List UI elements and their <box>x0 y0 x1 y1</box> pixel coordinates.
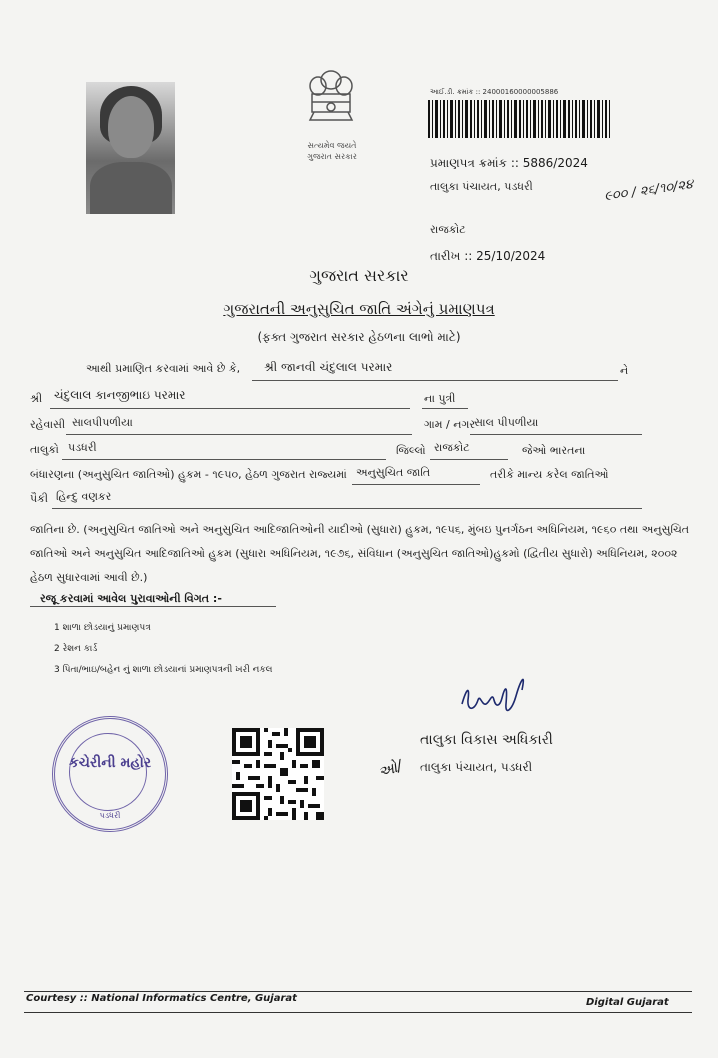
header-office: તાલુકા પંચાયત, પડધરી <box>430 180 533 193</box>
legal-paragraph: જાતિના છે. (અનુસુચિત જાતિઓ અને અનુસુચિત આદિજાતિઓની યાદીઓ (સુધારા) હુકમ, ૧૯૫૬, મુંબઇ પુનર્ગઠન અધિનિયમ, ૧૯૬૦ તથા અનુસુચિત જાતિઓ અને અનુસુચિત આદિજાતિઓ હુકમ (સુધારા અધિનિયમ, ૧૯૭૬, સંવિધાન (અનુસુચિત જાતિઓ)હુકમો (દ્વિતીય સુધારો) અધિનિયમ, ૨૦૦૨ હેઠળ સુધારવામાં આવી છે.) <box>30 523 690 584</box>
caste-value: હિન્દુ વણકર <box>56 490 112 503</box>
certificate-no-label: પ્રમાણપત્ર ક્રમાંક :: <box>430 156 519 170</box>
district-value: રાજકોટ <box>434 441 470 454</box>
evidence-item: 2 રેશન કાર્ડ <box>54 644 98 654</box>
relation-text: ના પુત્રી <box>424 392 456 405</box>
qr-code <box>232 728 324 820</box>
certificate-no: 5886/2024 <box>522 156 588 170</box>
applicant-name: શ્રી જાનવી ચંદુલાલ પરમાર <box>264 360 393 374</box>
handwritten-note: ૯૦૦ / ૨૬/૧૦/૨૪ <box>603 177 695 205</box>
evidence-item: 3 પિતા/ભાઇ/બહેન નું શાળા છોડયાનાં પ્રમાણપત્રની ખરી નકલ <box>54 665 273 675</box>
office-seal <box>52 716 168 832</box>
footer-brand: Digital Gujarat <box>586 997 669 1008</box>
resident-label: રહેવાસી <box>30 418 66 431</box>
village-value: સાલ પીપળીયા <box>474 416 539 429</box>
emblem-caption-1: સત્યમેવ જયતે <box>307 141 357 150</box>
certificate-subtitle: (ફક્ત ગુજરાત સરકાર હેઠળના લાભો માટે) <box>257 330 461 344</box>
signature-for: ઓ/ <box>375 756 405 782</box>
applicant-photo <box>86 82 175 214</box>
certificate-title: ગુજરાતની અનુસુચિત જાતિ અંગેનું પ્રમાણપત્ર <box>223 300 495 318</box>
officer-signature-icon <box>456 660 540 724</box>
seal-bottom-text: પડધરી <box>99 811 121 820</box>
recognized-text: તરીકે માન્ય કરેલ જાતિઓ <box>490 468 609 481</box>
issue-date: 25/10/2024 <box>476 249 546 263</box>
category-value: અનુસુચિત જાતિ <box>356 466 431 479</box>
village-label: ગામ / નગર <box>424 418 476 431</box>
header-district: રાજકોટ <box>430 223 466 236</box>
evidence-item: 1 શાળા છોડયાનું પ્રમાણપત્ર <box>54 623 151 633</box>
emblem-caption-2: ગુજરાત સરકાર <box>307 152 357 161</box>
officer-office: તાલુકા પંચાયત, પડધરી <box>420 760 533 774</box>
officer-title: તાલુકા વિકાસ અધિકારી <box>420 732 553 748</box>
barcode-id: આઈ.ડી. ક્રમાંક :: 24000160000005886 <box>430 88 559 96</box>
ne-text: ને <box>620 364 629 377</box>
barcode <box>428 100 610 138</box>
certify-text: આથી પ્રમાણિત કરવામાં આવે છે કે, <box>86 362 241 375</box>
caste-label: પૈકી <box>30 492 49 505</box>
ashoka-emblem-icon <box>300 66 362 146</box>
shri-text: શ્રી <box>30 392 43 405</box>
father-name: ચંદુલાલ કાનજીભાઇ પરમાર <box>54 388 186 402</box>
order-text: બંધારણના (અનુસુચિત જાતિઓ) હુકમ - ૧૯૫૦, હેઠળ ગુજરાત રાજ્યમાં <box>30 468 347 481</box>
evidence-heading: રજૂ કરવામાં આવેલ પુરાવાઓની વિગત :- <box>40 592 222 605</box>
india-text: જેઓ ભારતના <box>522 444 586 457</box>
taluka-value: પડધરી <box>68 441 97 454</box>
seal-text: કચેરીની મહોર <box>68 755 152 771</box>
footer-courtesy: Courtesy :: National Informatics Centre, Gujarat <box>26 993 297 1004</box>
taluka-label: તાલુકો <box>30 443 59 456</box>
date-label: તારીખ :: <box>430 249 473 263</box>
resident-value: સાલપીપળીયા <box>72 416 133 429</box>
govt-title: ગુજરાત સરકાર <box>309 266 409 285</box>
district-label: જિલ્લો <box>396 444 426 457</box>
